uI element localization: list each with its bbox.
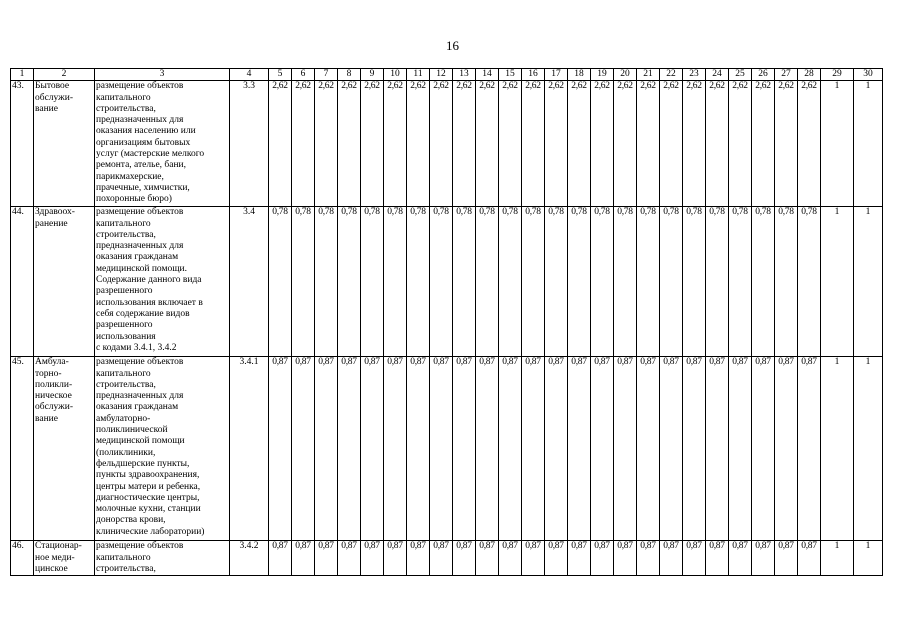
coefficient-cell: 2,62	[499, 81, 522, 207]
column-number: 8	[338, 69, 361, 81]
coefficient-cell: 0,78	[453, 207, 476, 357]
column-number: 10	[384, 69, 407, 81]
coefficient-cell: 0,78	[798, 207, 821, 357]
coefficient-cell: 0,87	[614, 357, 637, 541]
use-type-code: 3.3	[230, 81, 269, 207]
coefficient-cell: 0,87	[315, 357, 338, 541]
column-number: 18	[568, 69, 591, 81]
coefficient-cell: 0,87	[614, 541, 637, 576]
column-number: 4	[230, 69, 269, 81]
column-30-cell: 1	[854, 357, 883, 541]
coefficient-cell: 2,62	[453, 81, 476, 207]
coefficient-cell: 0,87	[729, 357, 752, 541]
coefficient-cell: 0,87	[292, 541, 315, 576]
use-type-code: 3.4.1	[230, 357, 269, 541]
coefficient-cell: 2,62	[660, 81, 683, 207]
coefficient-cell: 0,87	[338, 357, 361, 541]
coefficient-cell: 0,87	[407, 541, 430, 576]
coefficient-cell: 0,78	[637, 207, 660, 357]
coefficient-cell: 0,87	[453, 541, 476, 576]
coefficient-cell: 0,78	[614, 207, 637, 357]
coefficient-cell: 0,87	[798, 541, 821, 576]
coefficient-cell: 0,87	[706, 541, 729, 576]
coefficient-cell: 2,62	[476, 81, 499, 207]
column-29-cell: 1	[821, 81, 854, 207]
coefficient-cell: 0,87	[568, 541, 591, 576]
coefficient-cell: 0,78	[683, 207, 706, 357]
column-number: 7	[315, 69, 338, 81]
column-number: 20	[614, 69, 637, 81]
coefficient-cell: 2,62	[361, 81, 384, 207]
coefficient-cell: 0,78	[545, 207, 568, 357]
coefficient-cell: 0,78	[706, 207, 729, 357]
column-number: 22	[660, 69, 683, 81]
column-number: 15	[499, 69, 522, 81]
column-29-cell: 1	[821, 357, 854, 541]
coefficient-cell: 0,87	[752, 357, 775, 541]
coefficient-cell: 0,87	[476, 541, 499, 576]
use-type-description: размещение объектов капитального строительства, предназначенных для оказания гражданам медицинской помощи. Содержание данного вида разрешенного использования включает в себя содержание видов разрешенного использования с кодами 3.4.1, 3.4.2	[95, 207, 230, 357]
coefficient-cell: 0,87	[683, 541, 706, 576]
coefficient-cell: 2,62	[637, 81, 660, 207]
coefficient-cell: 0,87	[798, 357, 821, 541]
coefficient-cell: 2,62	[407, 81, 430, 207]
coefficient-cell: 0,87	[660, 357, 683, 541]
coefficient-cell: 0,78	[591, 207, 614, 357]
row-number: 43.	[11, 81, 34, 207]
coefficient-cell: 0,87	[729, 541, 752, 576]
coefficient-cell: 2,62	[522, 81, 545, 207]
row-number: 45.	[11, 357, 34, 541]
column-30-cell: 1	[854, 207, 883, 357]
coefficient-cell: 0,78	[476, 207, 499, 357]
column-number: 13	[453, 69, 476, 81]
column-number-row	[11, 69, 883, 81]
coefficient-cell: 2,62	[729, 81, 752, 207]
use-type-description: размещение объектов капитального строительства, предназначенных для оказания гражданам амбулаторно- поликлинической медицинской помощи (поликлиники, фельдшерские пункты, пункты здравоохранения, центры матери и ребенка, диагностические центры, молочные кухни, станции донорства крови, клинические лаборатории)	[95, 357, 230, 541]
coefficient-cell: 0,78	[775, 207, 798, 357]
use-type-description: размещение объектов капитального строительства,	[95, 541, 230, 576]
coefficient-cell: 0,78	[315, 207, 338, 357]
row-number: 44.	[11, 207, 34, 357]
coefficient-cell: 0,87	[499, 541, 522, 576]
coefficient-cell: 0,78	[361, 207, 384, 357]
use-type-description: размещение объектов капитального строительства, предназначенных для оказания населению или организациям бытовых услуг (мастерские мелкого ремонта, ателье, бани, парикмахерские, прачечные, химчистки, похоронные бюро)	[95, 81, 230, 207]
coefficient-cell: 0,78	[752, 207, 775, 357]
coefficient-cell: 0,78	[292, 207, 315, 357]
coefficient-cell: 0,87	[683, 357, 706, 541]
coefficient-cell: 0,87	[361, 541, 384, 576]
coefficient-cell: 0,87	[568, 357, 591, 541]
coefficient-cell: 0,87	[269, 541, 292, 576]
coefficient-cell: 0,87	[545, 357, 568, 541]
land-use-table	[10, 68, 883, 576]
column-number: 30	[854, 69, 883, 81]
coefficient-cell: 0,87	[430, 357, 453, 541]
column-number: 28	[798, 69, 821, 81]
coefficient-cell: 0,78	[568, 207, 591, 357]
table-row	[11, 541, 883, 576]
coefficient-cell: 0,78	[338, 207, 361, 357]
use-type-code: 3.4	[230, 207, 269, 357]
column-30-cell: 1	[854, 81, 883, 207]
coefficient-cell: 0,87	[706, 357, 729, 541]
coefficient-cell: 0,78	[384, 207, 407, 357]
coefficient-cell: 2,62	[683, 81, 706, 207]
coefficient-cell: 0,87	[637, 357, 660, 541]
column-number: 11	[407, 69, 430, 81]
table-row	[11, 81, 883, 207]
coefficient-cell: 0,87	[591, 541, 614, 576]
coefficient-cell: 0,87	[384, 357, 407, 541]
coefficient-cell: 0,87	[660, 541, 683, 576]
use-type-name: Бытовое обслужи- вание	[34, 81, 95, 207]
column-number: 6	[292, 69, 315, 81]
coefficient-cell: 0,78	[522, 207, 545, 357]
coefficient-cell: 0,78	[660, 207, 683, 357]
coefficient-cell: 0,87	[775, 357, 798, 541]
coefficient-cell: 2,62	[384, 81, 407, 207]
use-type-name: Стационар- ное меди- цинское	[34, 541, 95, 576]
coefficient-cell: 2,62	[706, 81, 729, 207]
coefficient-cell: 0,87	[752, 541, 775, 576]
coefficient-cell: 0,87	[338, 541, 361, 576]
column-number: 1	[11, 69, 34, 81]
column-number: 17	[545, 69, 568, 81]
coefficient-cell: 0,78	[430, 207, 453, 357]
coefficient-cell: 0,87	[269, 357, 292, 541]
coefficient-cell: 2,62	[568, 81, 591, 207]
coefficient-cell: 0,87	[384, 541, 407, 576]
coefficient-cell: 2,62	[315, 81, 338, 207]
coefficient-cell: 0,78	[269, 207, 292, 357]
coefficient-cell: 2,62	[798, 81, 821, 207]
coefficient-cell: 0,87	[522, 541, 545, 576]
page-number: 16	[446, 38, 459, 53]
column-number: 26	[752, 69, 775, 81]
column-number: 27	[775, 69, 798, 81]
coefficient-cell: 2,62	[775, 81, 798, 207]
column-number: 24	[706, 69, 729, 81]
column-number: 16	[522, 69, 545, 81]
coefficient-cell: 0,87	[315, 541, 338, 576]
coefficient-cell: 0,87	[407, 357, 430, 541]
coefficient-cell: 2,62	[292, 81, 315, 207]
coefficient-cell: 0,87	[499, 357, 522, 541]
column-number: 3	[95, 69, 230, 81]
coefficient-cell: 0,87	[430, 541, 453, 576]
column-number: 14	[476, 69, 499, 81]
coefficient-cell: 0,87	[545, 541, 568, 576]
column-number: 21	[637, 69, 660, 81]
coefficient-cell: 0,87	[292, 357, 315, 541]
coefficient-cell: 2,62	[338, 81, 361, 207]
use-type-name: Амбула- торно- поликли- ническое обслужи- вание	[34, 357, 95, 541]
column-number: 9	[361, 69, 384, 81]
coefficient-cell: 0,87	[361, 357, 384, 541]
column-number: 25	[729, 69, 752, 81]
column-number: 2	[34, 69, 95, 81]
column-number: 29	[821, 69, 854, 81]
coefficient-cell: 0,78	[499, 207, 522, 357]
coefficient-cell: 0,87	[522, 357, 545, 541]
column-number: 12	[430, 69, 453, 81]
use-type-name: Здравоох- ранение	[34, 207, 95, 357]
coefficient-cell: 2,62	[545, 81, 568, 207]
use-type-code: 3.4.2	[230, 541, 269, 576]
coefficient-cell: 2,62	[752, 81, 775, 207]
column-29-cell: 1	[821, 207, 854, 357]
column-29-cell: 1	[821, 541, 854, 576]
coefficient-cell: 0,87	[476, 357, 499, 541]
column-30-cell: 1	[854, 541, 883, 576]
coefficient-cell: 0,78	[407, 207, 430, 357]
coefficient-cell: 0,78	[729, 207, 752, 357]
coefficient-cell: 2,62	[269, 81, 292, 207]
coefficient-cell: 0,87	[453, 357, 476, 541]
row-number: 46.	[11, 541, 34, 576]
column-number: 19	[591, 69, 614, 81]
coefficient-cell: 0,87	[775, 541, 798, 576]
coefficient-cell: 2,62	[591, 81, 614, 207]
column-number: 5	[269, 69, 292, 81]
table-row	[11, 357, 883, 541]
table-row	[11, 207, 883, 357]
coefficient-cell: 2,62	[430, 81, 453, 207]
coefficient-cell: 0,87	[591, 357, 614, 541]
coefficient-cell: 0,87	[637, 541, 660, 576]
column-number: 23	[683, 69, 706, 81]
coefficient-cell: 2,62	[614, 81, 637, 207]
